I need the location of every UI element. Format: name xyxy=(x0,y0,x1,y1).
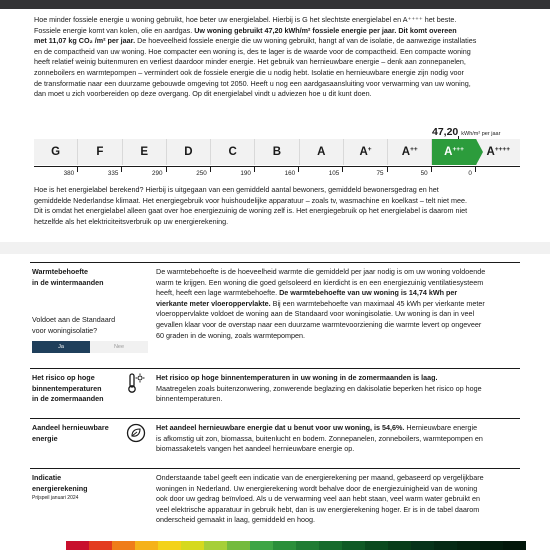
bill-color-segment xyxy=(388,541,411,550)
standard-toggle xyxy=(32,341,148,353)
energy-value-pointer xyxy=(432,122,532,140)
bill-color-segment xyxy=(273,541,296,550)
section-risico-hoge-temperaturen xyxy=(30,368,520,418)
bill-color-segment xyxy=(503,541,526,550)
section-text: Onderstaande tabel geeft een indicatie van de energierekening per maand, gebaseerd op vergelijkbare woningen in Nederland. Uw energierekening wordt behalve door de energiezuinigheid van de woning ook door uw gedrag beïnvloed. Als u de verwarming veel aan hebt staan, veel warm water gebruikt en veel elektrische apparatuur in gebruik hebt, dan is uw energierekening hoger. Er is in de tabel daarom onderscheid gemaakt in laag, gemiddeld en hoog. xyxy=(156,473,484,525)
renewable-leaf-icon xyxy=(126,423,146,443)
label-cell: A + xyxy=(343,139,387,165)
header-bar xyxy=(0,0,550,9)
label-cell: C xyxy=(210,139,254,165)
section-divider-band xyxy=(0,242,550,254)
bill-color-segment xyxy=(365,541,388,550)
bill-color-segment xyxy=(411,541,434,550)
calculation-explanation: Hoe is het energielabel berekend? Hierbij is uitgegaan van een gemiddeld aantal bewoners, gemiddeld bewonersgedrag en het gemiddelde Nederlandse klimaat. Het energiegebruik voor huishoudelijke apparatuur – zoals tv, wasmachine en koelkast – telt niet mee. Dit is omdat het energielabel alleen gaat over hoe energiezuinig de woning zelf is. Het energiegebruik op het energielabel is daarom niet hetzelfde als het elektriciteitsverbruik op uw energierekening. xyxy=(34,185,468,227)
bill-color-segment xyxy=(250,541,273,550)
label-cell: A ++++ xyxy=(476,139,520,165)
section-text: Het aandeel hernieuwbare energie dat u benut voor uw woning, is 54,6%. Hernieuwbare energie is afkomstig uit zon, biomassa, buitenlucht en bodem. Zonnepanelen, zonneboilers, warmtepompen en biomassaketels vangen het aandeel hernieuwbare energie op. xyxy=(156,423,483,454)
label-cell: F xyxy=(77,139,121,165)
scale-tick: 105 xyxy=(299,167,343,179)
bill-color-segment xyxy=(296,541,319,550)
section-title: Warmtebehoefte in de wintermaanden xyxy=(32,267,104,287)
section-title: Indicatie energierekening Prijspeil januari 2024 xyxy=(32,473,142,502)
thermometer-sun-icon xyxy=(126,373,146,393)
scale-tick: 160 xyxy=(255,167,299,179)
bill-color-segment xyxy=(204,541,227,550)
section-text: Het risico op hoge binnentemperaturen in uw woning in de zomermaanden is laag. Maatregelen zoals buitenzonwering, zonwerende beglazing en dakisolatie beperken het risico op hoge binnentemperaturen. xyxy=(156,373,482,404)
bill-color-segment xyxy=(457,541,480,550)
standard-question: Voldoet aan de Standaard voor woningisolatie? xyxy=(32,315,116,335)
scale-tick: 335 xyxy=(78,167,122,179)
scale-tick: 290 xyxy=(122,167,166,179)
scale-tick: 75 xyxy=(343,167,387,179)
label-cell: A xyxy=(299,139,343,165)
bill-color-segment xyxy=(158,541,181,550)
bill-color-segment xyxy=(342,541,365,550)
label-cell: D xyxy=(166,139,210,165)
scale-tick: 380 xyxy=(34,167,78,179)
label-cell: G xyxy=(34,139,77,165)
bill-color-segment xyxy=(434,541,457,550)
scale-ticks xyxy=(34,167,520,179)
scale-tick: 0 xyxy=(432,167,476,179)
scale-tick: 190 xyxy=(211,167,255,179)
energy-label-scale xyxy=(34,139,520,165)
section-title: Het risico op hoge binnentemperaturen in de zomermaanden xyxy=(32,373,104,404)
bill-color-segment xyxy=(480,541,503,550)
bill-color-segment xyxy=(181,541,204,550)
label-cell: A ++ xyxy=(387,139,431,165)
energy-value: 47,20 xyxy=(432,126,459,138)
section-title: Aandeel hernieuwbare energie xyxy=(32,423,109,443)
bill-color-segment xyxy=(319,541,342,550)
section-indicatie-energierekening xyxy=(30,468,520,550)
toggle-no: Nee xyxy=(90,341,148,353)
label-cell: E xyxy=(122,139,166,165)
bill-color-segment xyxy=(135,541,158,550)
bill-color-segment xyxy=(66,541,89,550)
bill-color-segment xyxy=(112,541,135,550)
section-warmtebehoefte xyxy=(30,262,520,368)
label-cell: A +++ xyxy=(431,139,475,165)
scale-tick xyxy=(476,167,520,179)
energy-bill-color-bar xyxy=(66,541,526,550)
bill-color-segment xyxy=(89,541,112,550)
intro-paragraph: Hoe minder fossiele energie u woning gebruikt, hoe beter uw energielabel. Hierbij is G het slechtste energielabel en A⁺⁺⁺⁺ het beste. Fossiele energie komt van kolen, olie en aardgas. Uw woning gebruikt 47,20 kWh/m² fossiele energie per jaar. Dit komt overeen met 11,07 kg CO₂ /m² per jaar. De hoeveelheid fossiele energie die uw woning gebruikt, hangt af van de isolatie, de aanwezige installaties en de compactheid van uw woning. Hoe compacter een woning is, des te lager is de waarde voor de compactheid. Een compacte woning heeft relatief weinig buitenmuren en verliest daardoor minder energie. Het gebruik van hernieuwbare energie – denk aan zonnepanelen, zonneboilers en warmtepompen – vermindert ook de fossiele energie die u nodig hebt. Isolatie en hernieuwbare energie zijn nodig voor de transformatie naar een duurzame gebouwde omgeving tot 2050. Heeft u nog een aardgasaansluiting voor verwarming van uw woning, dan moet u zich voorbereiden op deze overgang. Op dit energielabel vindt u adviezen hoe u dit kunt doen. xyxy=(34,15,477,99)
energy-unit: kWh/m² per jaar xyxy=(461,131,501,137)
section-hernieuwbare-energie xyxy=(30,418,520,468)
bill-color-segment xyxy=(227,541,250,550)
scale-tick: 50 xyxy=(388,167,432,179)
section-text: De warmtebehoefte is de hoeveelheid warmte die gemiddeld per jaar nodig is om uw woning voldoende warm te krijgen. Een woning die goed geïsoleerd en kierdicht is en een energiezuinig ventilatiesysteem heeft, heeft een lage warmtebehoefte. De warmtebehoefte van uw woning is 14,74 kWh per vierkante meter vloeroppervlakte. Bij een warmtebehoefte van maximaal 45 kWh per vierkante meter vloeroppervlakte voldoet de woning aan de Standaard voor woningisolatie. Uw woning is dan in veel gevallen klaar voor de overstap naar een duurzame warmtevoorziening die warmte levert op ongeveer 60 graden in de woning, zoals warmtepompen. xyxy=(156,267,486,340)
toggle-yes: Ja xyxy=(32,341,90,353)
price-level-note: Prijspeil januari 2024 xyxy=(32,495,79,502)
label-cell: B xyxy=(254,139,298,165)
scale-tick: 250 xyxy=(167,167,211,179)
